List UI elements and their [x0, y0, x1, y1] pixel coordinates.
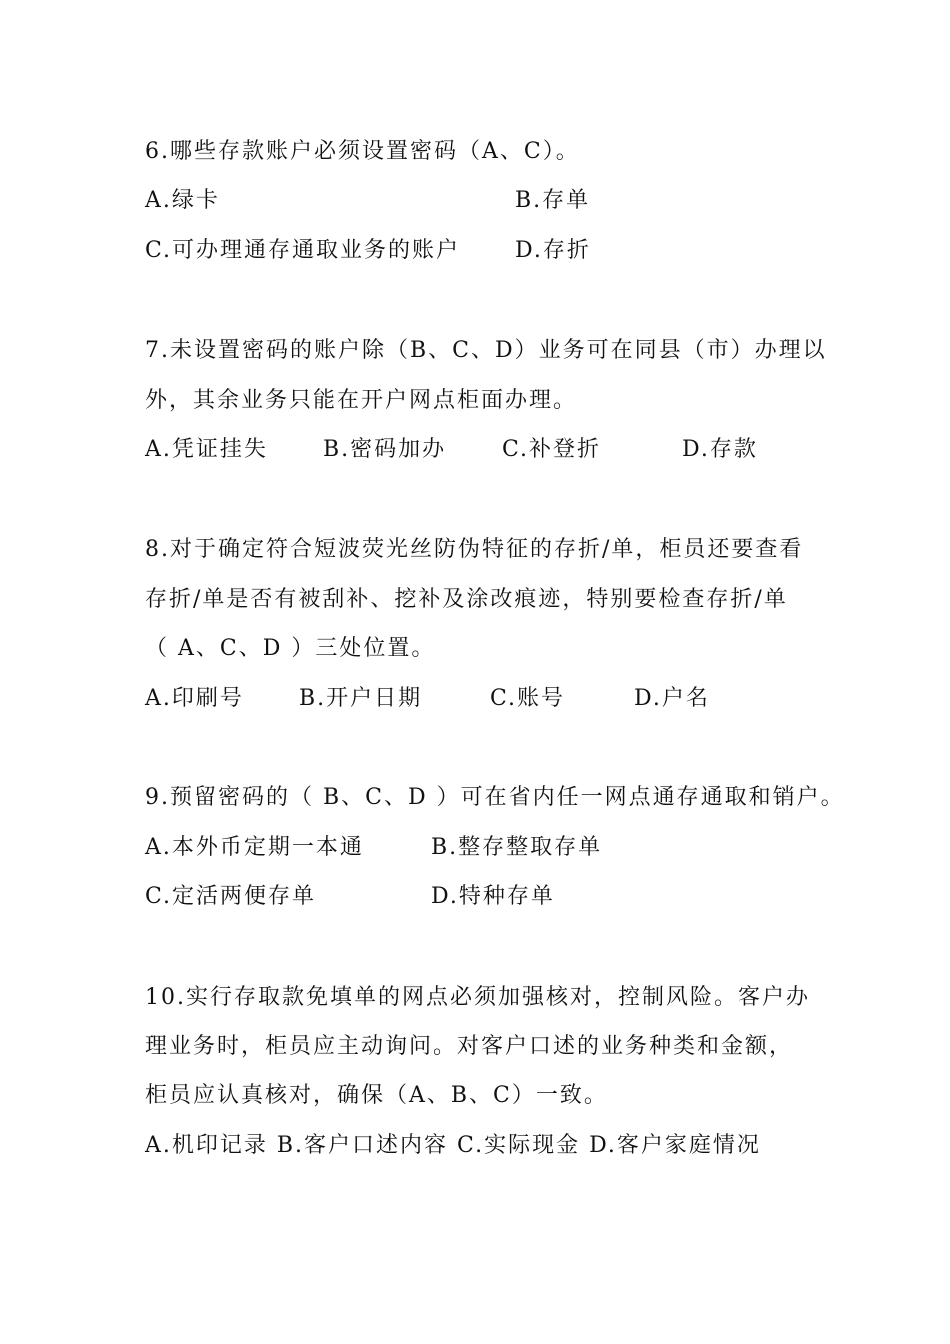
q9-option-d: D.特种存单 — [431, 884, 555, 909]
q10-stem-line-2: 理业务时，柜员应主动询问。对客户口述的业务种类和金额， — [145, 1034, 794, 1059]
q7-option-c: C.补登折 — [502, 437, 602, 462]
q8-option-d: D.户名 — [634, 686, 710, 711]
q8-stem-line-2: 存折/单是否有被刮补、挖补及涂改痕迹，特别要检查存折/单 — [145, 587, 788, 612]
q6-option-d: D.存折 — [515, 238, 591, 263]
q9-options-row-1 — [145, 831, 845, 865]
q6-option-b: B.存单 — [515, 188, 591, 213]
q9-options-row-2 — [145, 880, 845, 914]
q7-option-d: D.存款 — [682, 437, 758, 462]
q10-stem-line-3: 柜员应认真核对，确保（A、B、C）一致。 — [145, 1083, 608, 1108]
q10-stem-line-1: 10.实行存取款免填单的网点必须加强核对，控制风险。客户办 — [145, 985, 810, 1010]
q8-option-a: A.印刷号 — [145, 686, 244, 711]
q9-option-c: C.定活两便存单 — [145, 884, 317, 909]
q6-options-row-2 — [145, 234, 845, 268]
q7-stem-line-1: 7.未设置密码的账户除（B、C、D）业务可在同县（市）办理以 — [145, 338, 827, 363]
q6-option-c: C.可办理通存通取业务的账户 — [145, 238, 461, 263]
q7-option-b: B.密码加办 — [323, 437, 447, 462]
q7-option-a: A.凭证挂失 — [145, 437, 268, 462]
q8-stem-line-1: 8.对于确定符合短波荧光丝防伪特征的存折/单，柜员还要查看 — [145, 537, 804, 562]
q8-stem-line-3: （ A、C、D ）三处位置。 — [145, 636, 436, 661]
q8-option-b: B.开户日期 — [299, 686, 423, 711]
q8-options-row — [145, 682, 845, 716]
q6-options-row-1 — [145, 184, 845, 218]
q10-options: A.机印记录 B.客户口述内容 C.实际现金 D.客户家庭情况 — [145, 1133, 761, 1158]
q7-options-row — [145, 433, 845, 467]
q7-stem-line-2: 外，其余业务只能在开户网点柜面办理。 — [145, 388, 578, 413]
q9-stem: 9.预留密码的（ B、C、D ）可在省内任一网点通存通取和销户。 — [145, 785, 845, 810]
q8-option-c: C.账号 — [490, 686, 566, 711]
q6-stem: 6.哪些存款账户必须设置密码（A、C）。 — [145, 139, 580, 164]
q9-option-b: B.整存整取存单 — [431, 835, 603, 860]
q6-option-a: A.绿卡 — [145, 188, 220, 213]
q9-option-a: A.本外币定期一本通 — [145, 835, 364, 860]
